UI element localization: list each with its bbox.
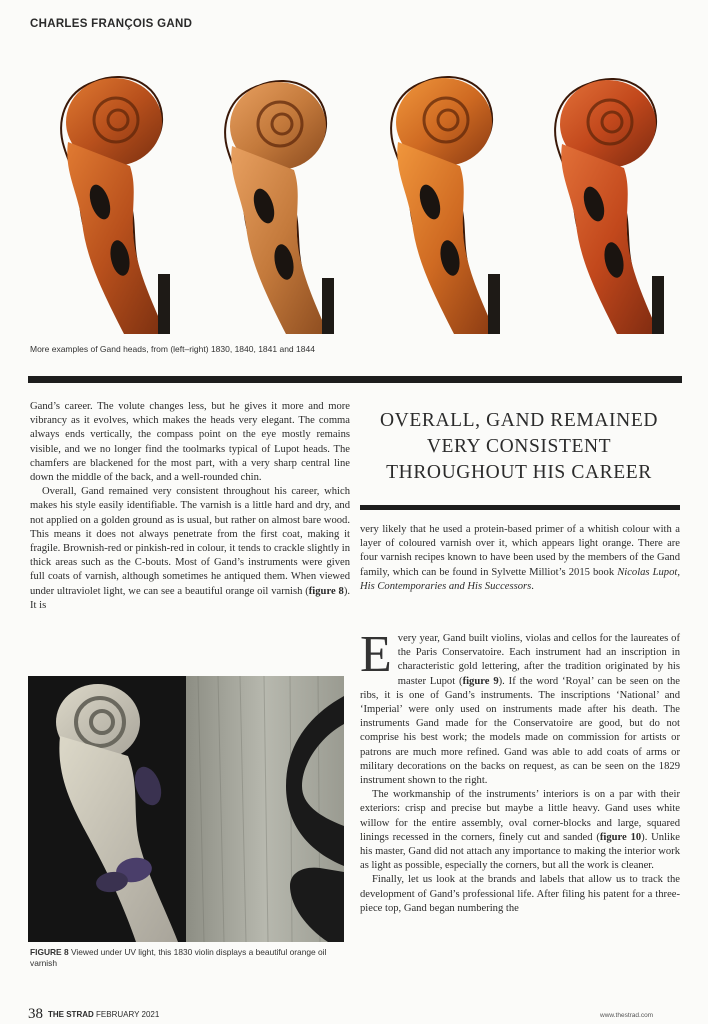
right-paragraph-4: Finally, let us look at the brands and labels that allow us to track the development of Gand’s professional life. After filing his patent for a three-piece top, Gand began numbering the	[360, 874, 680, 914]
page-number: 38	[28, 1006, 43, 1022]
gand-heads-photo	[28, 62, 680, 334]
left-paragraph-1: Gand’s career. The volute changes less, but he gives it more and more vibrancy as it evolves, which makes the heads very elegant. The comma always ends vertically, the compass point on the eye mostly remains visible, and we no longer find the toolmarks typical of Lupot heads. The chamfers are blackened for the most part, with a very sharp central line down the middle of the back, and a well-rounded chin.	[30, 401, 350, 484]
drop-cap: E	[360, 626, 392, 683]
right-column-top	[360, 523, 680, 594]
running-header: CHARLES FRANÇOIS GAND	[30, 18, 193, 30]
right-paragraph-2: Every year, Gand built violins, violas and cellos for the laureates of the Paris Conservatoire. Each instrument had an inscription in characteristic gold lettering, after the tradition originated by his master Lupot (figure 9). If the word ‘Royal’ can be seen on the ribs, it is one of Gand’s instruments. The inscriptions ‘National’ and ‘Imperial’ were only used on instruments made after his death. The instruments Gand made for the Conservatoire are good, but do not comprise his best work; the models made on commission for artists or patrons are much more refined. Gand was able to add coats of arms or military decorations on the backs on request, as can be seen on the 1829 instrument shown to the right.	[360, 626, 680, 787]
section-rule	[28, 376, 682, 383]
website-url: www.thestrad.com	[600, 1012, 654, 1019]
pull-quote: OVERALL, GAND REMAINED VERY CONSISTENT THROUGHOUT HIS CAREER	[379, 410, 659, 483]
right-paragraph-3: The workmanship of the instruments’ interiors is on a par with their exteriors: crisp and precise but maybe a little heavy. Gand uses white willow for the entire assembly, oval corner-blocks and large, squared linings recessed in the corners, finely cut and sanded (figure 10). Unlike his master, Gand did not attach any importance to making the interior work as light as possible, especially the corners, but all the work is cleaner.	[360, 789, 680, 872]
figure-8-uv-photo	[28, 676, 344, 942]
left-paragraph-2: Overall, Gand remained very consistent throughout his career, which makes his style easily identifiable. The varnish is a little hard and dry, and not applied on a golden ground as is usual, but rather on almost bare wood. This means it does not always penetrate from the first coat, making it fragile. Brownish-red or pinkish-red in colour, it tends to crackle slightly in thick areas such as the C-bouts. Most of Gand’s instruments were given full coats of varnish, although sometimes he antiqued them. When viewed under ultraviolet light, we can see a beautiful orange oil varnish (figure 8). It is	[30, 486, 350, 611]
top-figure-caption: More examples of Gand heads, from (left–right) 1830, 1840, 1841 and 1844	[30, 344, 315, 354]
figure-8-caption: FIGURE 8 Viewed under UV light, this 1830 violin displays a beautiful orange oil varnish	[30, 947, 327, 968]
right-column-bottom	[360, 626, 680, 916]
left-column	[30, 400, 350, 613]
right-paragraph-1: very likely that he used a protein-based primer of a whitish colour with a layer of coloured varnish over it, which appears light orange. There are four varnish recipes known to have been used by the members of the Gand family, which can be found in Sylvette Milliot’s 2015 book Nicolas Lupot, His Contemporaries and His Successors.	[360, 524, 680, 592]
magazine-footer: THE STRAD FEBRUARY 2021	[48, 1010, 160, 1019]
pull-quote-rule	[360, 505, 680, 510]
figure-label: FIGURE 8	[30, 947, 69, 957]
